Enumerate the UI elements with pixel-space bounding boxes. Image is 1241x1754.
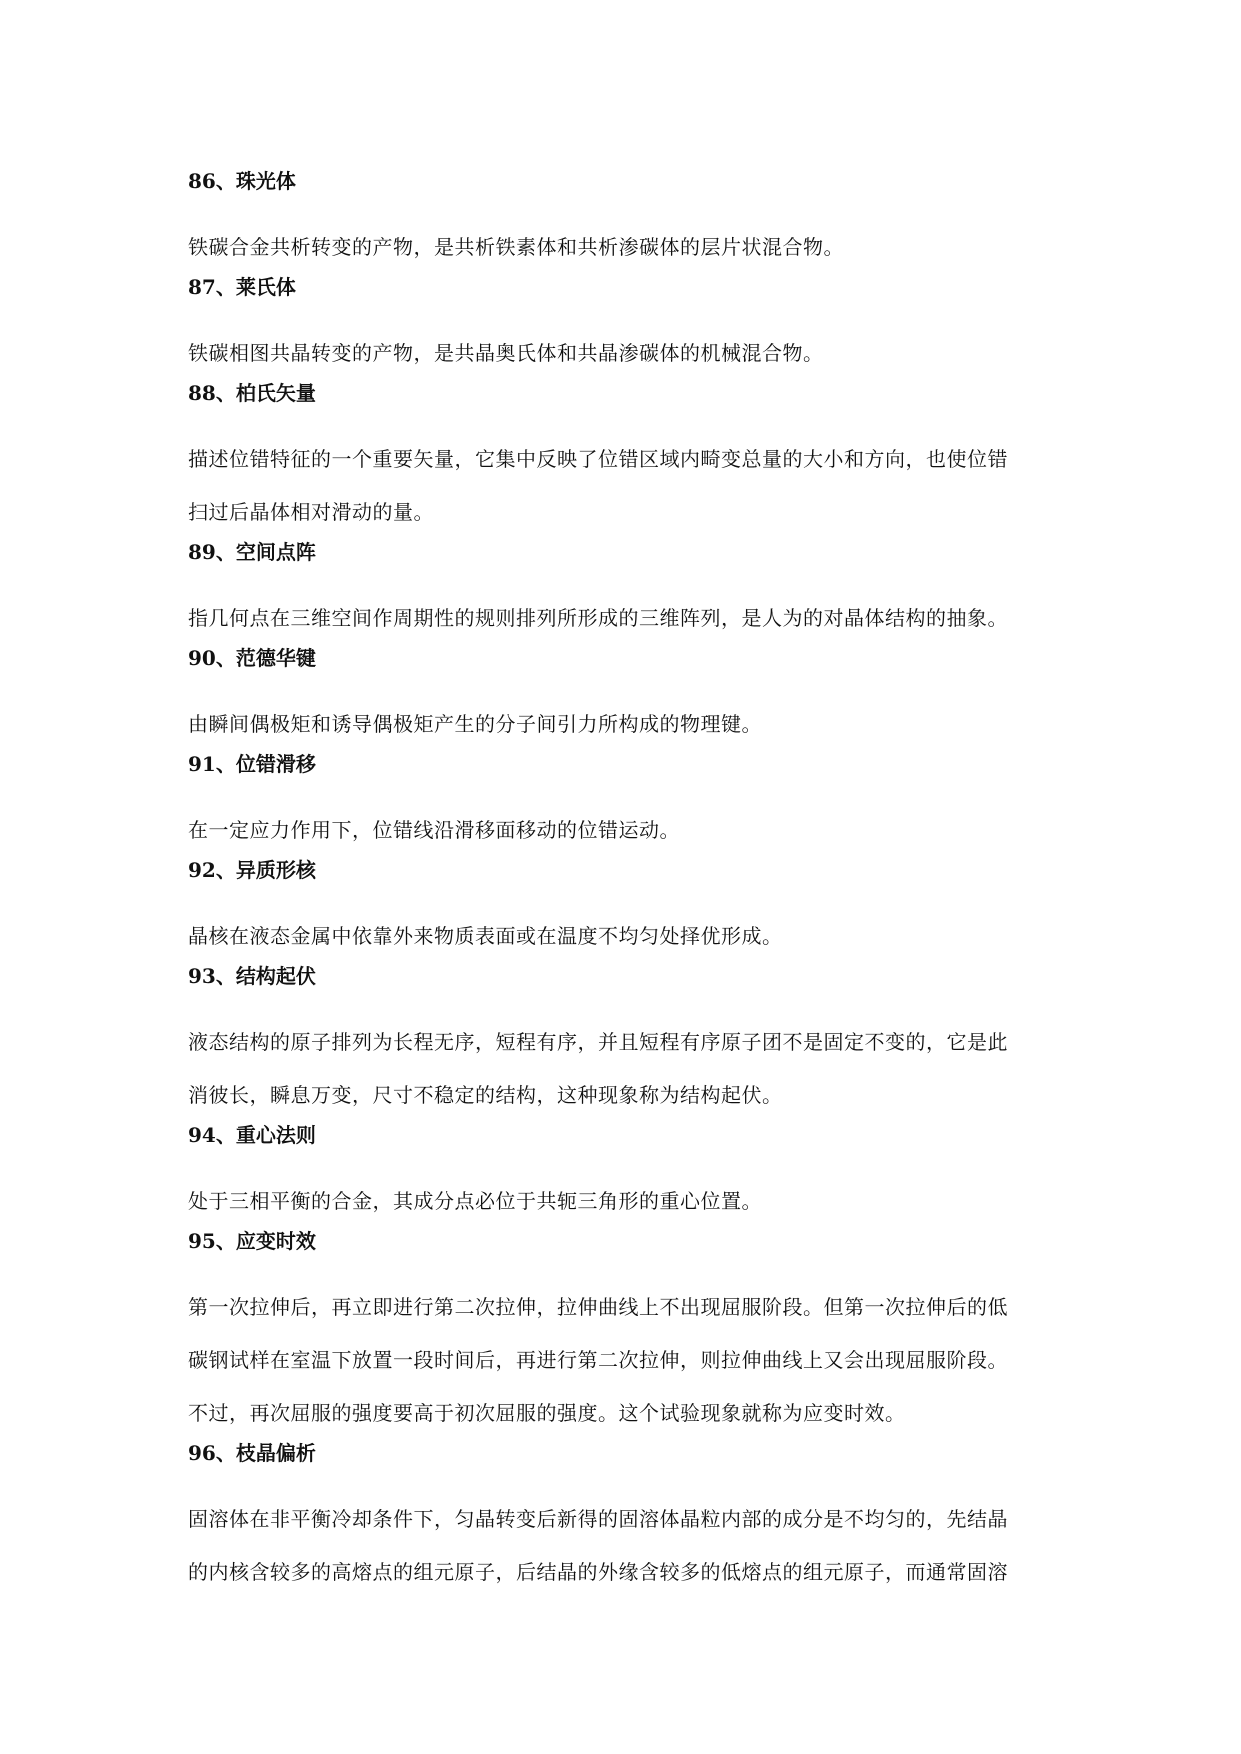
glossary-entry-93 [188,963,1068,1122]
glossary-entry-88 [188,380,1068,539]
entry-title: 87、莱氏体 [188,275,296,299]
definition-line: 在一定应力作用下，位错线沿滑移面移动的位错运动。 [188,818,680,842]
entry-definition [188,592,1068,645]
definition-line: 消彼长，瞬息万变，尺寸不稳定的结构，这种现象称为结构起伏。 [188,1083,783,1107]
entry-definition [188,1281,1068,1440]
entry-definition [188,910,1068,963]
entry-definition [188,1175,1068,1228]
glossary-entry-96 [188,1440,1068,1599]
glossary-content [188,168,1068,1599]
entry-title: 93、结构起伏 [188,964,316,988]
definition-line: 处于三相平衡的合金，其成分点必位于共轭三角形的重心位置。 [188,1189,762,1213]
glossary-entry-86 [188,168,1068,274]
glossary-entry-95 [188,1228,1068,1440]
glossary-entry-92 [188,857,1068,963]
entry-title: 96、枝晶偏析 [188,1441,316,1465]
definition-line: 扫过后晶体相对滑动的量。 [188,500,434,524]
entry-definition [188,1016,1068,1122]
entry-title: 91、位错滑移 [188,752,316,776]
definition-line: 晶核在液态金属中依靠外来物质表面或在温度不均匀处择优形成。 [188,924,783,948]
entry-definition [188,433,1068,539]
glossary-entry-90 [188,645,1068,751]
glossary-entry-89 [188,539,1068,645]
entry-definition [188,1493,1068,1599]
definition-line: 指几何点在三维空间作周期性的规则排列所形成的三维阵列，是人为的对晶体结构的抽象。 [188,606,1008,630]
definition-line: 由瞬间偶极矩和诱导偶极矩产生的分子间引力所构成的物理键。 [188,712,762,736]
glossary-entry-94 [188,1122,1068,1228]
entry-definition [188,221,1068,274]
definition-line: 碳钢试样在室温下放置一段时间后，再进行第二次拉伸，则拉伸曲线上又会出现屈服阶段。 [188,1348,1008,1372]
entry-definition [188,327,1068,380]
glossary-entry-87 [188,274,1068,380]
definition-line: 铁碳合金共析转变的产物，是共析铁素体和共析渗碳体的层片状混合物。 [188,235,844,259]
entry-title: 92、异质形核 [188,858,316,882]
definition-line: 的内核含较多的高熔点的组元原子，后结晶的外缘含较多的低熔点的组元原子，而通常固溶 [188,1560,1008,1584]
entry-title: 94、重心法则 [188,1123,316,1147]
definition-line: 不过，再次屈服的强度要高于初次屈服的强度。这个试验现象就称为应变时效。 [188,1401,906,1425]
definition-line: 铁碳相图共晶转变的产物，是共晶奥氏体和共晶渗碳体的机械混合物。 [188,341,824,365]
entry-title: 95、应变时效 [188,1229,316,1253]
entry-title: 90、范德华键 [188,646,316,670]
definition-line: 固溶体在非平衡冷却条件下，匀晶转变后新得的固溶体晶粒内部的成分是不均匀的，先结晶 [188,1507,1008,1531]
definition-line: 液态结构的原子排列为长程无序，短程有序，并且短程有序原子团不是固定不变的，它是此 [188,1030,1008,1054]
entry-definition [188,804,1068,857]
definition-line: 描述位错特征的一个重要矢量，它集中反映了位错区域内畸变总量的大小和方向，也使位错 [188,447,1008,471]
entry-title: 89、空间点阵 [188,540,316,564]
entry-definition [188,698,1068,751]
glossary-entry-91 [188,751,1068,857]
entry-title: 86、珠光体 [188,169,296,193]
definition-line: 第一次拉伸后，再立即进行第二次拉伸，拉伸曲线上不出现屈服阶段。但第一次拉伸后的低 [188,1295,1008,1319]
entry-title: 88、柏氏矢量 [188,381,316,405]
